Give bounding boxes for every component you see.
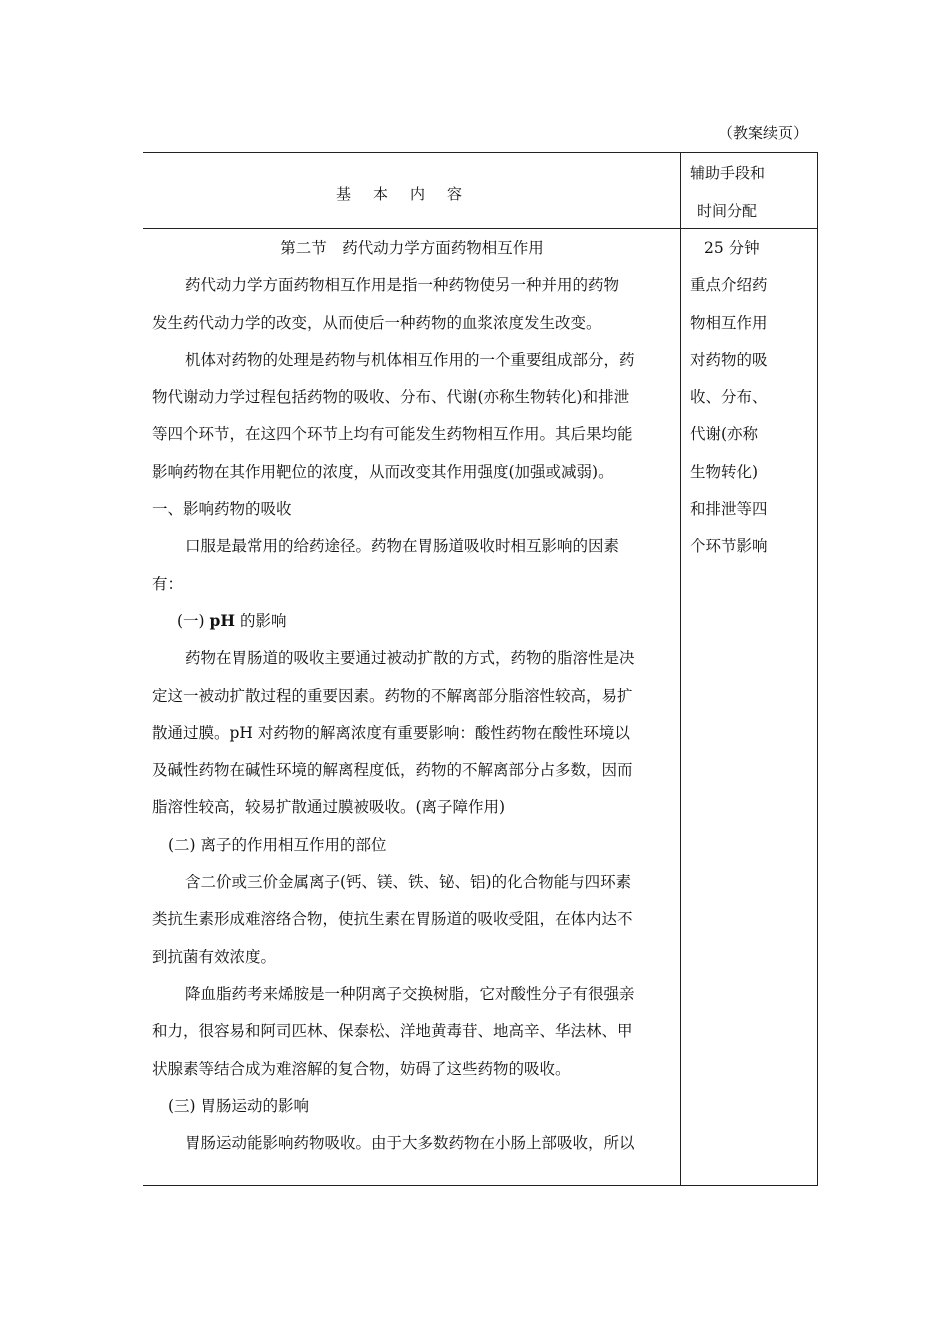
- header-char: 内: [410, 185, 426, 203]
- paragraph-line: 药代动力学方面药物相互作用是指一种药物使另一种并用的药物: [185, 276, 620, 295]
- side-note-line: 个环节影响: [690, 537, 768, 556]
- table-top-border: [143, 152, 818, 153]
- paragraph-line: 机体对药物的处理是药物与机体相互作用的一个重要组成部分，药: [185, 350, 635, 369]
- paragraph-line: 物代谢动力学过程包括药物的吸收、分布、代谢(亦称生物转化)和排泄: [152, 388, 630, 407]
- paragraph-line: 药物在胃肠道的吸收主要通过被动扩散的方式，药物的脂溶性是决: [185, 649, 635, 668]
- paragraph-line: 类抗生素形成难溶络合物，使抗生素在胃肠道的吸收受阻，在体内达不: [152, 910, 633, 929]
- table-right-border: [817, 152, 818, 1186]
- paragraph-line: 脂溶性较高，较易扩散通过膜被吸收。(离子障作用): [152, 798, 506, 817]
- paragraph-line: 口服是最常用的给药途径。药物在胃肠道吸收时相互影响的因素: [185, 537, 620, 556]
- side-note-line: 收、分布、: [690, 388, 768, 407]
- side-note-line: 生物转化): [690, 462, 759, 481]
- side-note-line: 对药物的吸: [690, 350, 768, 369]
- item-heading: [152, 607, 672, 644]
- paragraph-line: 影响药物在其作用靶位的浓度，从而改变其作用强度(加强或减弱)。: [152, 462, 614, 481]
- paragraph-line: 状腺素等结合成为难溶解的复合物，妨碍了这些药物的吸收。: [152, 1059, 571, 1078]
- paragraph-line: 发生药代动力学的改变，从而使后一种药物的血浆浓度发生改变。: [152, 313, 602, 332]
- paragraph-line: 定这一被动扩散过程的重要因素。药物的不解离部分脂溶性较高，易扩: [152, 686, 633, 705]
- paragraph-line: 及碱性药物在碱性环境的解离程度低，药物的不解离部分占多数，因而: [152, 761, 633, 780]
- side-notes: [690, 234, 780, 570]
- header-char: 本: [373, 185, 389, 203]
- paragraph-line: 降血脂药考来烯胺是一种阴离子交换树脂，它对酸性分子有很强亲: [185, 984, 635, 1003]
- side-column-header-line2: 时间分配: [697, 202, 758, 220]
- paragraph-line: 和力，很容易和阿司匹林、保泰松、洋地黄毒苷、地高辛、华法林、甲: [152, 1022, 633, 1041]
- ph-term: pH: [209, 610, 236, 630]
- side-note-line: 重点介绍药: [690, 276, 768, 295]
- paragraph-line: 到抗菌有效浓度。: [152, 947, 277, 966]
- side-note-line: 物相互作用: [690, 313, 768, 332]
- item-heading-prefix: (一): [177, 611, 210, 630]
- paragraph-line: 等四个环节，在这四个环节上均有可能发生药物相互作用。其后果均能: [152, 425, 633, 444]
- subsection-heading: 一、影响药物的吸收: [152, 500, 292, 519]
- side-note-line: 和排泄等四: [690, 500, 768, 519]
- header-bottom-border: [143, 228, 818, 229]
- item-heading: (二) 离子的作用相互作用的部位: [168, 835, 387, 854]
- table-bottom-border: [143, 1185, 818, 1186]
- column-divider: [680, 152, 681, 1186]
- header-char: 容: [447, 185, 463, 203]
- item-heading-rest: 的影响: [235, 611, 287, 630]
- side-column-header-line1: 辅助手段和: [690, 164, 766, 182]
- item-heading: (三) 胃肠运动的影响: [168, 1096, 310, 1115]
- paragraph-line: 散通过膜。pH 对药物的解离浓度有重要影响：酸性药物在酸性环境以: [152, 723, 630, 742]
- main-column-header: [336, 183, 484, 204]
- header-char: 基: [336, 185, 352, 203]
- time-allocation: 25 分钟: [704, 239, 760, 257]
- main-content: [152, 234, 672, 1166]
- paragraph-line: 胃肠运动能影响药物吸收。由于大多数药物在小肠上部吸收，所以: [185, 1134, 635, 1153]
- side-note-line: 代谢(亦称: [690, 425, 759, 444]
- continuation-label: （教案续页）: [718, 124, 809, 142]
- paragraph-line: 含二价或三价金属离子(钙、镁、铁、铋、铝)的化合物能与四环素: [185, 873, 632, 892]
- section-title: 第二节 药代动力学方面药物相互作用: [280, 239, 544, 257]
- paragraph-line: 有：: [152, 574, 184, 593]
